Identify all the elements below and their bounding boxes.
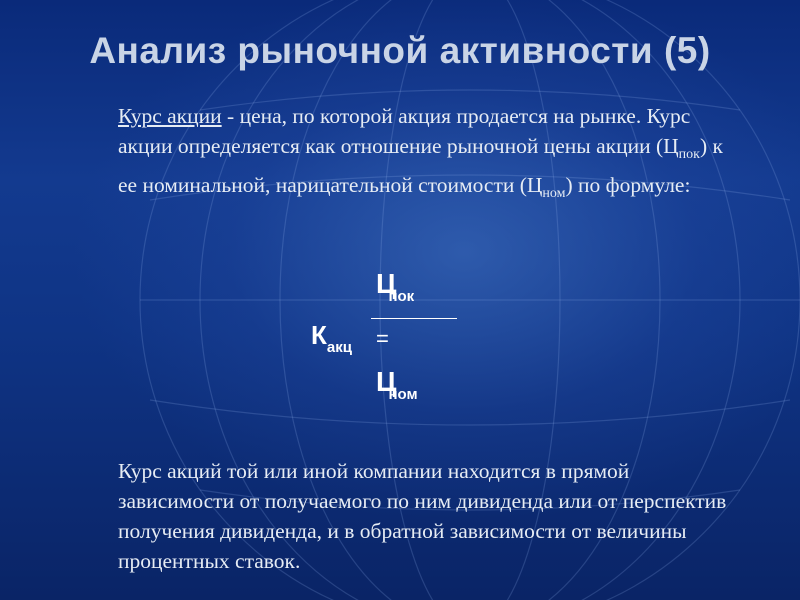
formula-denominator-symbol: Ц bbox=[376, 366, 397, 397]
formula-denominator bbox=[376, 366, 418, 403]
formula-lhs-subscript: акц bbox=[326, 339, 352, 356]
formula-lhs bbox=[311, 320, 352, 356]
definition-text-c: ) по формуле: bbox=[565, 173, 691, 197]
definition-text-b: ) к ее номинальной, нарицательной стоимости (Ц bbox=[118, 134, 723, 197]
slide-title: Анализ рыночной активности (5) bbox=[89, 30, 711, 71]
formula-numerator-symbol: Ц bbox=[376, 268, 397, 299]
subscript-pok: пок bbox=[678, 147, 700, 162]
definition-text-a: - цена, по которой акция продается на рынке. Курс акции определяется как отношение рыночной цены акции (Ц bbox=[118, 104, 691, 158]
formula-equals: = bbox=[376, 326, 389, 351]
formula-numerator bbox=[376, 268, 414, 305]
dependency-paragraph: Курс акций той или иной компании находится в прямой зависимости от получаемого по ним дивиденда или от перспектив получения дивиденда, и в обратной зависимости от величины процентных ставок. bbox=[118, 459, 727, 573]
formula-numerator-subscript: пок bbox=[388, 288, 415, 305]
formula-denominator-subscript: ном bbox=[388, 386, 418, 403]
fraction-line bbox=[371, 318, 457, 319]
formula-lhs-symbol: К bbox=[311, 320, 327, 350]
definition-term: Курс акции bbox=[118, 104, 222, 128]
definition-paragraph bbox=[118, 101, 738, 209]
subscript-nom: ном bbox=[542, 186, 566, 201]
